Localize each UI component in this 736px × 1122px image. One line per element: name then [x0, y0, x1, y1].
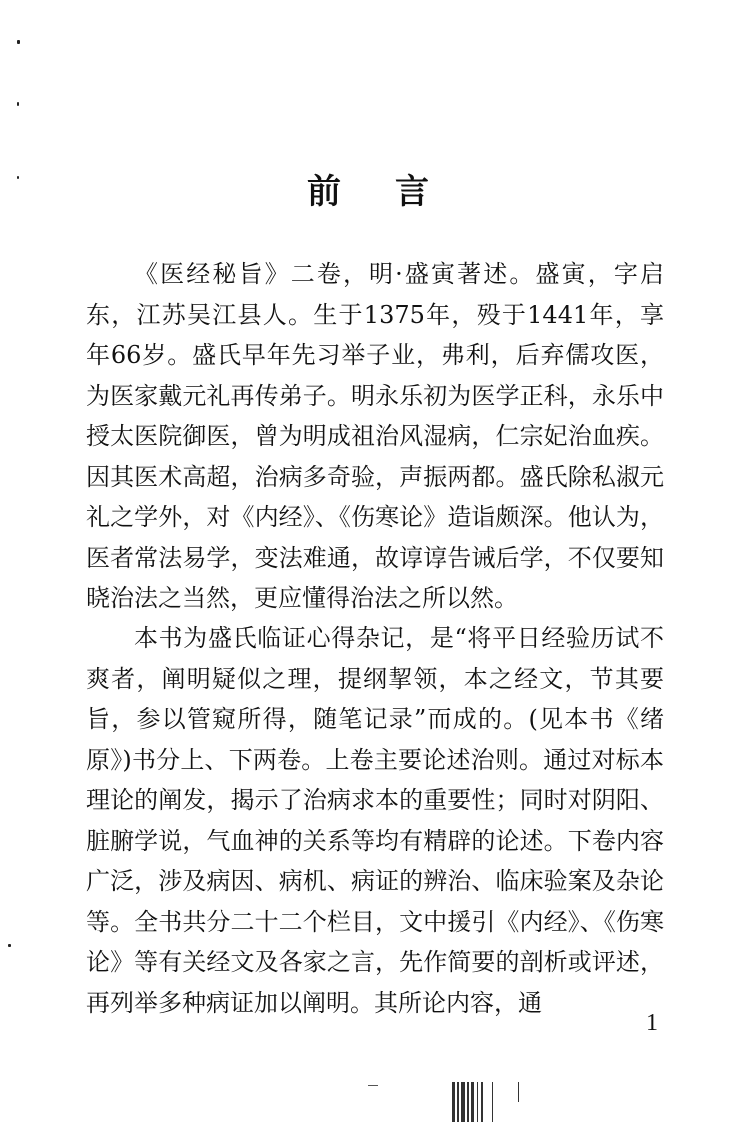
scan-barcode-artifact — [452, 1082, 522, 1122]
scan-mark — [368, 1085, 378, 1086]
page-title: 前言 — [307, 172, 483, 212]
scan-speck — [17, 40, 20, 44]
page-number: 1 — [646, 1010, 658, 1036]
scan-speck — [8, 944, 11, 947]
scan-speck — [17, 102, 19, 106]
body-paragraph-1: 《医经秘旨》二卷，明·盛寅著述。盛寅，字启东，江苏吴江县人。生于1375年，殁于1441年，享年66岁。盛氏早年先习举子业，弗利，后弃儒攻医，为医家戴元礼再传弟子。明永乐初为医学正科，永乐中授太医院御医，曾为明成祖治风湿病，仁宗妃治血疾。因其医术高超，治病多奇验，声振两都。盛氏除私淑元礼之学外，对《内经》、《伤寒论》造诣颇深。他认为，医者常法易学，变法难通，故谆谆告诫后学，不仅要知晓治法之当然，更应懂得治法之所以然。 — [86, 260, 664, 612]
body-paragraph-2: 本书为盛氏临证心得杂记，是“将平日经验历试不爽者，阐明疑似之理，提纲挈领，本之经文，节其要旨，参以管窥所得，随笔记录”而成的。(见本书《绪原》)书分上、下两卷。上卷主要论述治则。通过对标本理论的阐发，揭示了治病求本的重要性；同时对阴阳、脏腑学说，气血神的关系等均有精辟的论述。下卷内容广泛，涉及病因、病机、病证的辨治、临床验案及杂论等。全书共分二十二个栏目，文中援引《内经》、《伤寒论》等有关经文及各家之言，先作简要的剖析或评述，再列举多种病证加以阐明。其所论内容，通 — [86, 624, 664, 1017]
